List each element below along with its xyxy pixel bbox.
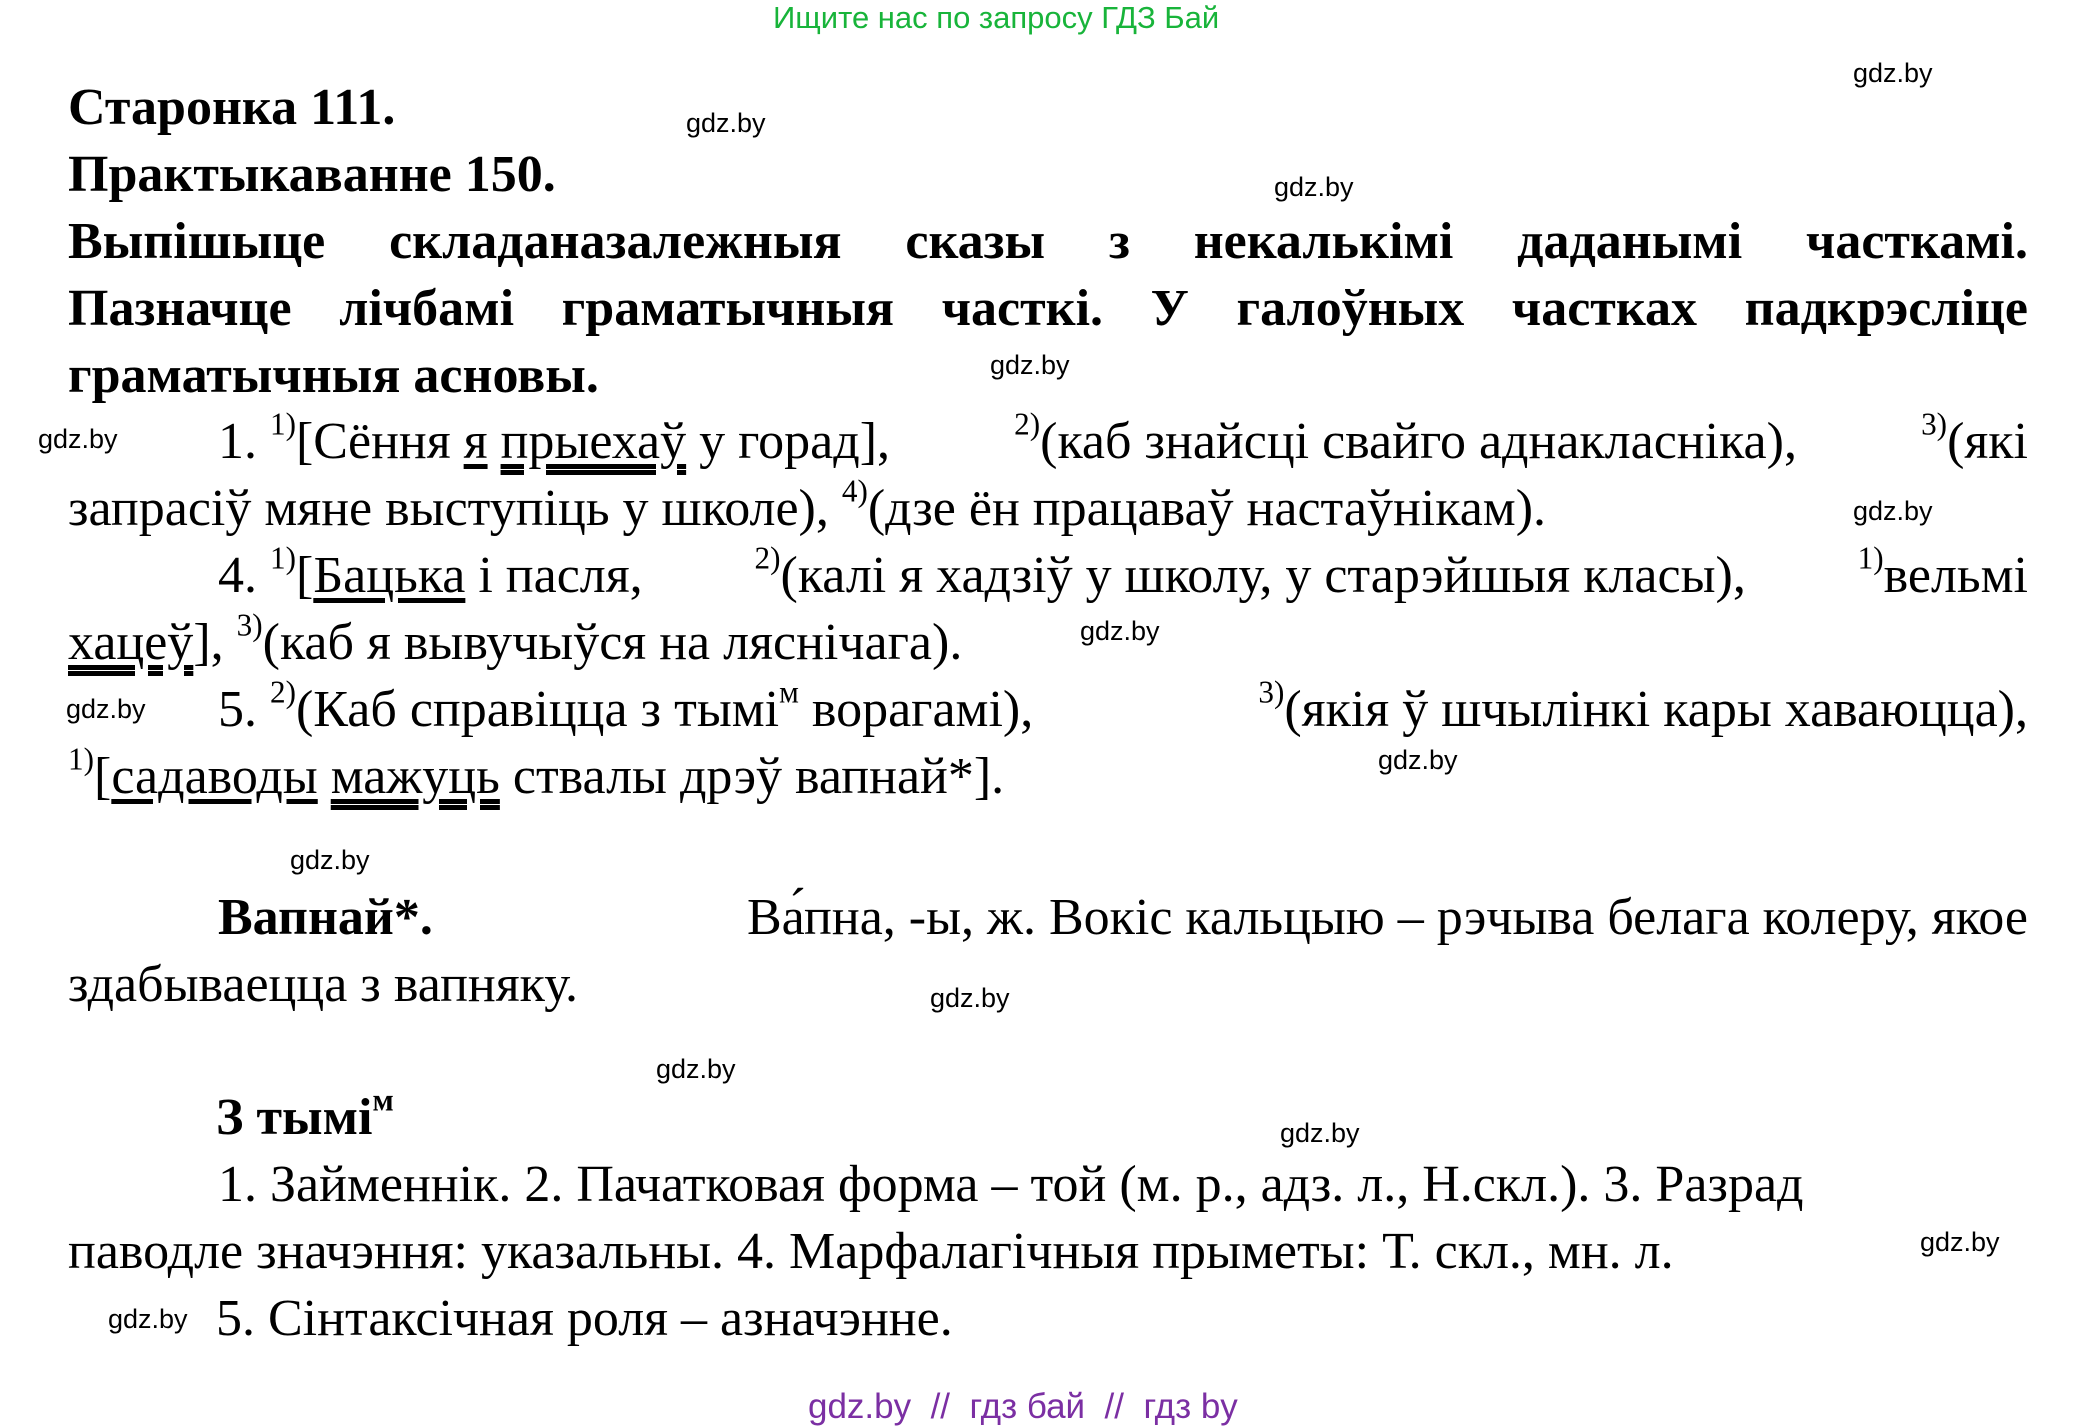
- clause-text: [: [295, 547, 314, 604]
- sentence-4-line-1: [68, 540, 2029, 605]
- part-mark: 1): [270, 406, 296, 442]
- page-title: Старонка 111.: [68, 79, 396, 136]
- analysis-line-1: [68, 1155, 2028, 1214]
- analysis-line-3: 5. Сінтаксічная роля – азначэнне.: [216, 1290, 953, 1347]
- sentence-4-number: 4.: [218, 547, 257, 604]
- task-line-1: Выпішыце складаназалежныя сказы з некалькімі даданымі часткамі.: [68, 213, 2028, 270]
- watermark: gdz.by: [1080, 616, 1160, 646]
- task-line-2: Пазначце лічбамі граматычныя часткі. У галоўных частках падкрэсліце: [68, 280, 2028, 337]
- clause-text: у горад],: [699, 413, 891, 470]
- part-mark: 1): [68, 741, 94, 777]
- clause-text: (які: [1947, 413, 2029, 470]
- watermark: gdz.by: [1274, 172, 1354, 202]
- watermark: gdz.by: [656, 1054, 736, 1084]
- clause-text: запрасіў мяне выступіць у школе),: [68, 480, 829, 537]
- sentence-4-line-2: [68, 607, 963, 672]
- watermark: gdz.by: [1853, 58, 1933, 88]
- part-mark: 3): [1921, 406, 1948, 442]
- watermark: gdz.by: [108, 1304, 188, 1334]
- part-mark: 2): [270, 674, 296, 710]
- part-mark: 3): [1258, 674, 1285, 710]
- analysis-heading-text: З тымі: [216, 1089, 373, 1146]
- watermark: gdz.by: [290, 845, 370, 875]
- watermark: gdz.by: [1280, 1118, 1360, 1148]
- part-mark: 2): [754, 540, 781, 576]
- subject: я: [463, 413, 488, 470]
- banner-text: Ищите нас по запросу ГДЗ Бай: [773, 0, 1220, 35]
- definition-term: Вапнай*.: [218, 889, 433, 946]
- clause-text: (калі я хадзіў у школу, у старэйшыя класы),: [780, 547, 1746, 604]
- sentence-1-number: 1.: [218, 413, 257, 470]
- watermark: gdz.by: [930, 983, 1010, 1013]
- clause-text: ],: [193, 614, 224, 671]
- subject: садаводы: [111, 748, 318, 805]
- part-mark: 4): [841, 473, 868, 509]
- watermark: gdz.by: [38, 424, 118, 454]
- definition-line-2: здабываецца з вапняку.: [68, 956, 578, 1013]
- sentence-5-number: 5.: [218, 681, 257, 738]
- predicate: мажуць: [330, 748, 500, 805]
- analysis-mark: м: [779, 674, 799, 710]
- clause-text: і пасля,: [478, 547, 643, 604]
- exercise-title: Практыкаванне 150.: [68, 146, 556, 203]
- part-mark: 1): [270, 540, 296, 576]
- predicate: прыехаў: [500, 413, 687, 470]
- watermark: gdz.by: [1378, 745, 1458, 775]
- analysis-mark: м: [372, 1082, 394, 1118]
- watermark: gdz.by: [686, 108, 766, 138]
- watermark: gdz.by: [66, 694, 146, 724]
- part-mark: 3): [236, 607, 263, 643]
- predicate: хацеў: [68, 614, 194, 671]
- watermark: gdz.by: [1920, 1227, 2000, 1257]
- clause-text: (якія ў шчылінкі кары хаваюцца),: [1284, 681, 2028, 738]
- part-mark: 1): [1857, 540, 1884, 576]
- sentence-1-line-1: [68, 406, 2029, 471]
- clause-text: ствалы дрэў вапнай*].: [512, 748, 1005, 805]
- definition-line-1: [68, 888, 2028, 947]
- clause-text: вельмі: [1883, 547, 2029, 604]
- watermark: gdz.by: [1853, 496, 1933, 526]
- footer-text: gdz.by // гдз бай // гдз by: [808, 1387, 1238, 1426]
- clause-text: (Каб справіцца з тымі: [295, 681, 780, 738]
- sentence-5-line-1: [68, 674, 2028, 739]
- clause-text: (каб знайсці свайго аднакласніка),: [1040, 413, 1797, 470]
- analysis-heading: [216, 1082, 394, 1147]
- task-line-3: граматычныя асновы.: [68, 347, 599, 404]
- clause-text: (каб я вывучыўся на ляснічага).: [262, 614, 963, 671]
- sentence-1-line-2: [68, 473, 1547, 538]
- sentence-5-line-2: [68, 741, 1005, 806]
- definition-text: Ва́пна, -ы, ж. Вокіс кальцыю – рэчыва белага колеру, якое: [746, 889, 2028, 946]
- clause-text: [: [93, 748, 112, 805]
- clause-text: (дзе ён працаваў настаўнікам).: [867, 480, 1547, 537]
- watermark: gdz.by: [990, 350, 1070, 380]
- subject: Бацька: [313, 547, 466, 604]
- analysis-line-2: паводле значэння: указальны. 4. Марфалагічныя прыметы: Т. скл., мн. л.: [68, 1223, 1674, 1280]
- clause-text: ворагамі),: [811, 681, 1034, 738]
- analysis-text: 1. Займеннік. 2. Пачатковая форма – той (м. р., адз. л., Н.скл.). 3. Разрад: [218, 1156, 1804, 1213]
- part-mark: 2): [1014, 406, 1041, 442]
- clause-text: [Сёння: [295, 413, 451, 470]
